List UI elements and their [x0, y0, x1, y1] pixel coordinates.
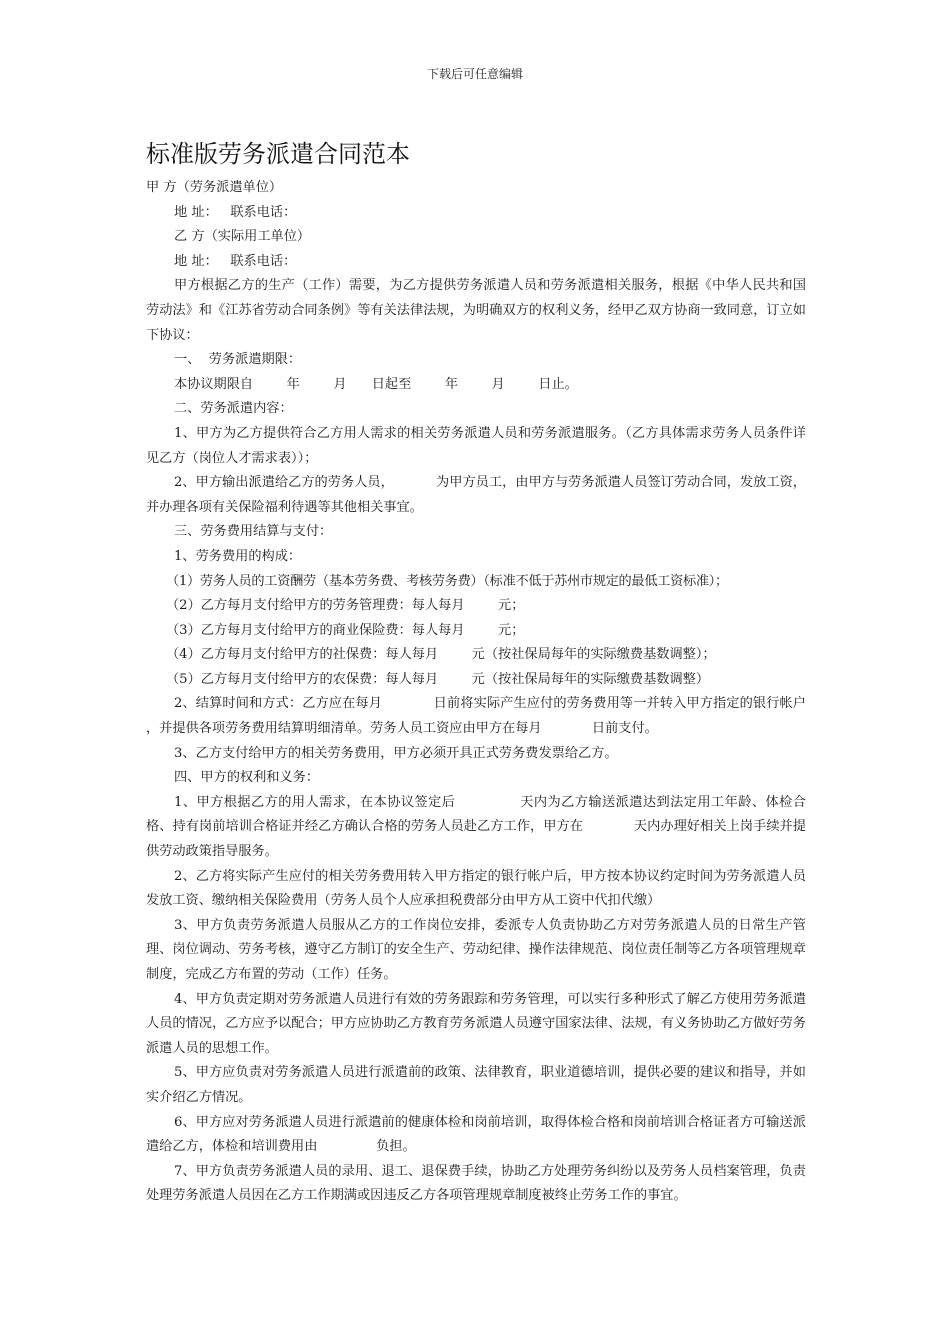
section-4-item-7: 7、甲方负责劳务派遣人员的录用、退工、退保费手续，协助乙方处理劳务纠纷以及劳务人员档案管理，负责处理劳务派遣人员因在乙方工作期满或因违反乙方各项管理规章制度被终止劳务工作的事宜。 [146, 1163, 806, 1204]
contract-body [146, 176, 811, 1209]
section-4-item-1: 1、甲方根据乙方的用人需求，在本协议签定后 天内为乙方输送派遣达到法定用工年龄、体检合格、持有岗前培训合格证并经乙方确认合格的劳务人员赴乙方工作，甲方在 天内办理好相关上岗手续并提供劳动政策指导服务。 [146, 794, 806, 860]
intro-paragraph: 甲方根据乙方的生产（工作）需要，为乙方提供劳务派遣人员和劳务派遣相关服务，根据《中华人民共和国劳动法》和《江苏省劳动合同条例》等有关法律法规，为明确双方的权利义务，经甲乙双方协商一致同意，订立如下协议： [146, 278, 806, 343]
document-title: 标准版劳务派遣合同范本 [146, 140, 410, 168]
section-1-heading: 一、 劳务派遣期限： [174, 352, 302, 368]
section-2-item-2: 2、甲方输出派遣给乙方的劳务人员， 为甲方员工，由甲方与劳务派遣人员签订劳动合同，发放工资，并办理各项有关保险福利待遇等其他相关事宜。 [146, 475, 806, 515]
section-4-item-6: 6、甲方应对劳务派遣人员进行派遣前的健康体检和岗前培训，取得体检合格和岗前培训合格证者方可输送派遣给乙方，体检和培训费用由 负担。 [146, 1114, 806, 1155]
section-4-item-5: 5、甲方应负责对劳务派遣人员进行派遣前的政策、法律教育，职业道德培训，提供必要的建议和指导，并如实介绍乙方情况。 [146, 1065, 806, 1105]
section-3-heading: 三、劳务费用结算与支付： [174, 524, 333, 540]
section-3-item-1-1: （1）劳务人员的工资酬劳（基本劳务费、考核劳务费）（标准不低于苏州市规定的最低工资标准）； [166, 573, 728, 589]
section-3-item-1-3: （3）乙方每月支付给甲方的商业保险费：每人每月 元； [166, 622, 525, 638]
section-3-item-1-2: （2）乙方每月支付给甲方的劳务管理费：每人每月 元； [166, 598, 525, 614]
section-3-item-1: 1、劳务费用的构成： [174, 548, 302, 564]
section-4-item-4: 4、甲方负责定期对劳务派遣人员进行有效的劳务跟踪和劳务管理，可以实行多种形式了解乙方使用劳务派遣人员的情况，乙方应予以配合；甲方应协助乙方教育劳务派遣人员遵守国家法律、法规，有义务协助乙方做好劳务派遣人员的思想工作。 [146, 991, 806, 1056]
section-4-heading: 四、甲方的权利和义务： [174, 770, 320, 786]
party-b-address: 地 址： 联系电话： [174, 253, 297, 269]
section-3-item-3: 3、乙方支付给甲方的相关劳务费用，甲方必须开具正式劳务费发票给乙方。 [174, 745, 618, 761]
section-2-heading: 二、劳务派遣内容： [174, 401, 293, 417]
party-a-address: 地 址： 联系电话： [174, 204, 297, 220]
download-note: 下载后可任意编辑 [426, 67, 523, 81]
section-4-item-2: 2、乙方将实际产生应付的相关劳务费用转入甲方指定的银行帐户后，甲方按本协议约定时间为劳务派遣人员发放工资、缴纳相关保险费用（劳务人员个人应承担税费部分由甲方从工资中代扣代缴） [146, 868, 806, 909]
section-4-item-3: 3、甲方负责劳务派遣人员服从乙方的工作岗位安排，委派专人负责协助乙方对劳务派遣人员的日常生产管理、岗位调动、劳务考核，遵守乙方制订的安全生产、劳动纪律、操作法律规范、岗位责任制等乙方各项管理规章制度，完成乙方布置的劳动（工作）任务。 [146, 917, 806, 982]
section-3-item-1-4: （4）乙方每月支付给甲方的社保费：每人每月 元（按社保局每年的实际缴费基数调整）； [166, 647, 716, 663]
party-a: 甲 方（劳务派遣单位） [146, 180, 283, 195]
section-2-item-1: 1、甲方为乙方提供符合乙方用人需求的相关劳务派遣人员和劳务派遣服务。（乙方具体需求劳务人员条件详见乙方（岗位人才需求表））； [146, 425, 806, 466]
section-1-period: 本协议期限自 年 月 日起至 年 月 日止。 [174, 376, 578, 392]
section-3-item-2: 2、结算时间和方式：乙方应在每月 日前将实际产生应付的劳务费用等一并转入甲方指定的银行帐户 ，并提供各项劳务费用结算明细清单。劳务人员工资应由甲方在每月 日前支付。 [146, 696, 811, 737]
party-b: 乙 方（实际用工单位） [174, 229, 311, 245]
section-3-item-1-5: （5）乙方每月支付给甲方的农保费：每人每月 元（按社保局每年的实际缴费基数调整） [166, 671, 710, 687]
